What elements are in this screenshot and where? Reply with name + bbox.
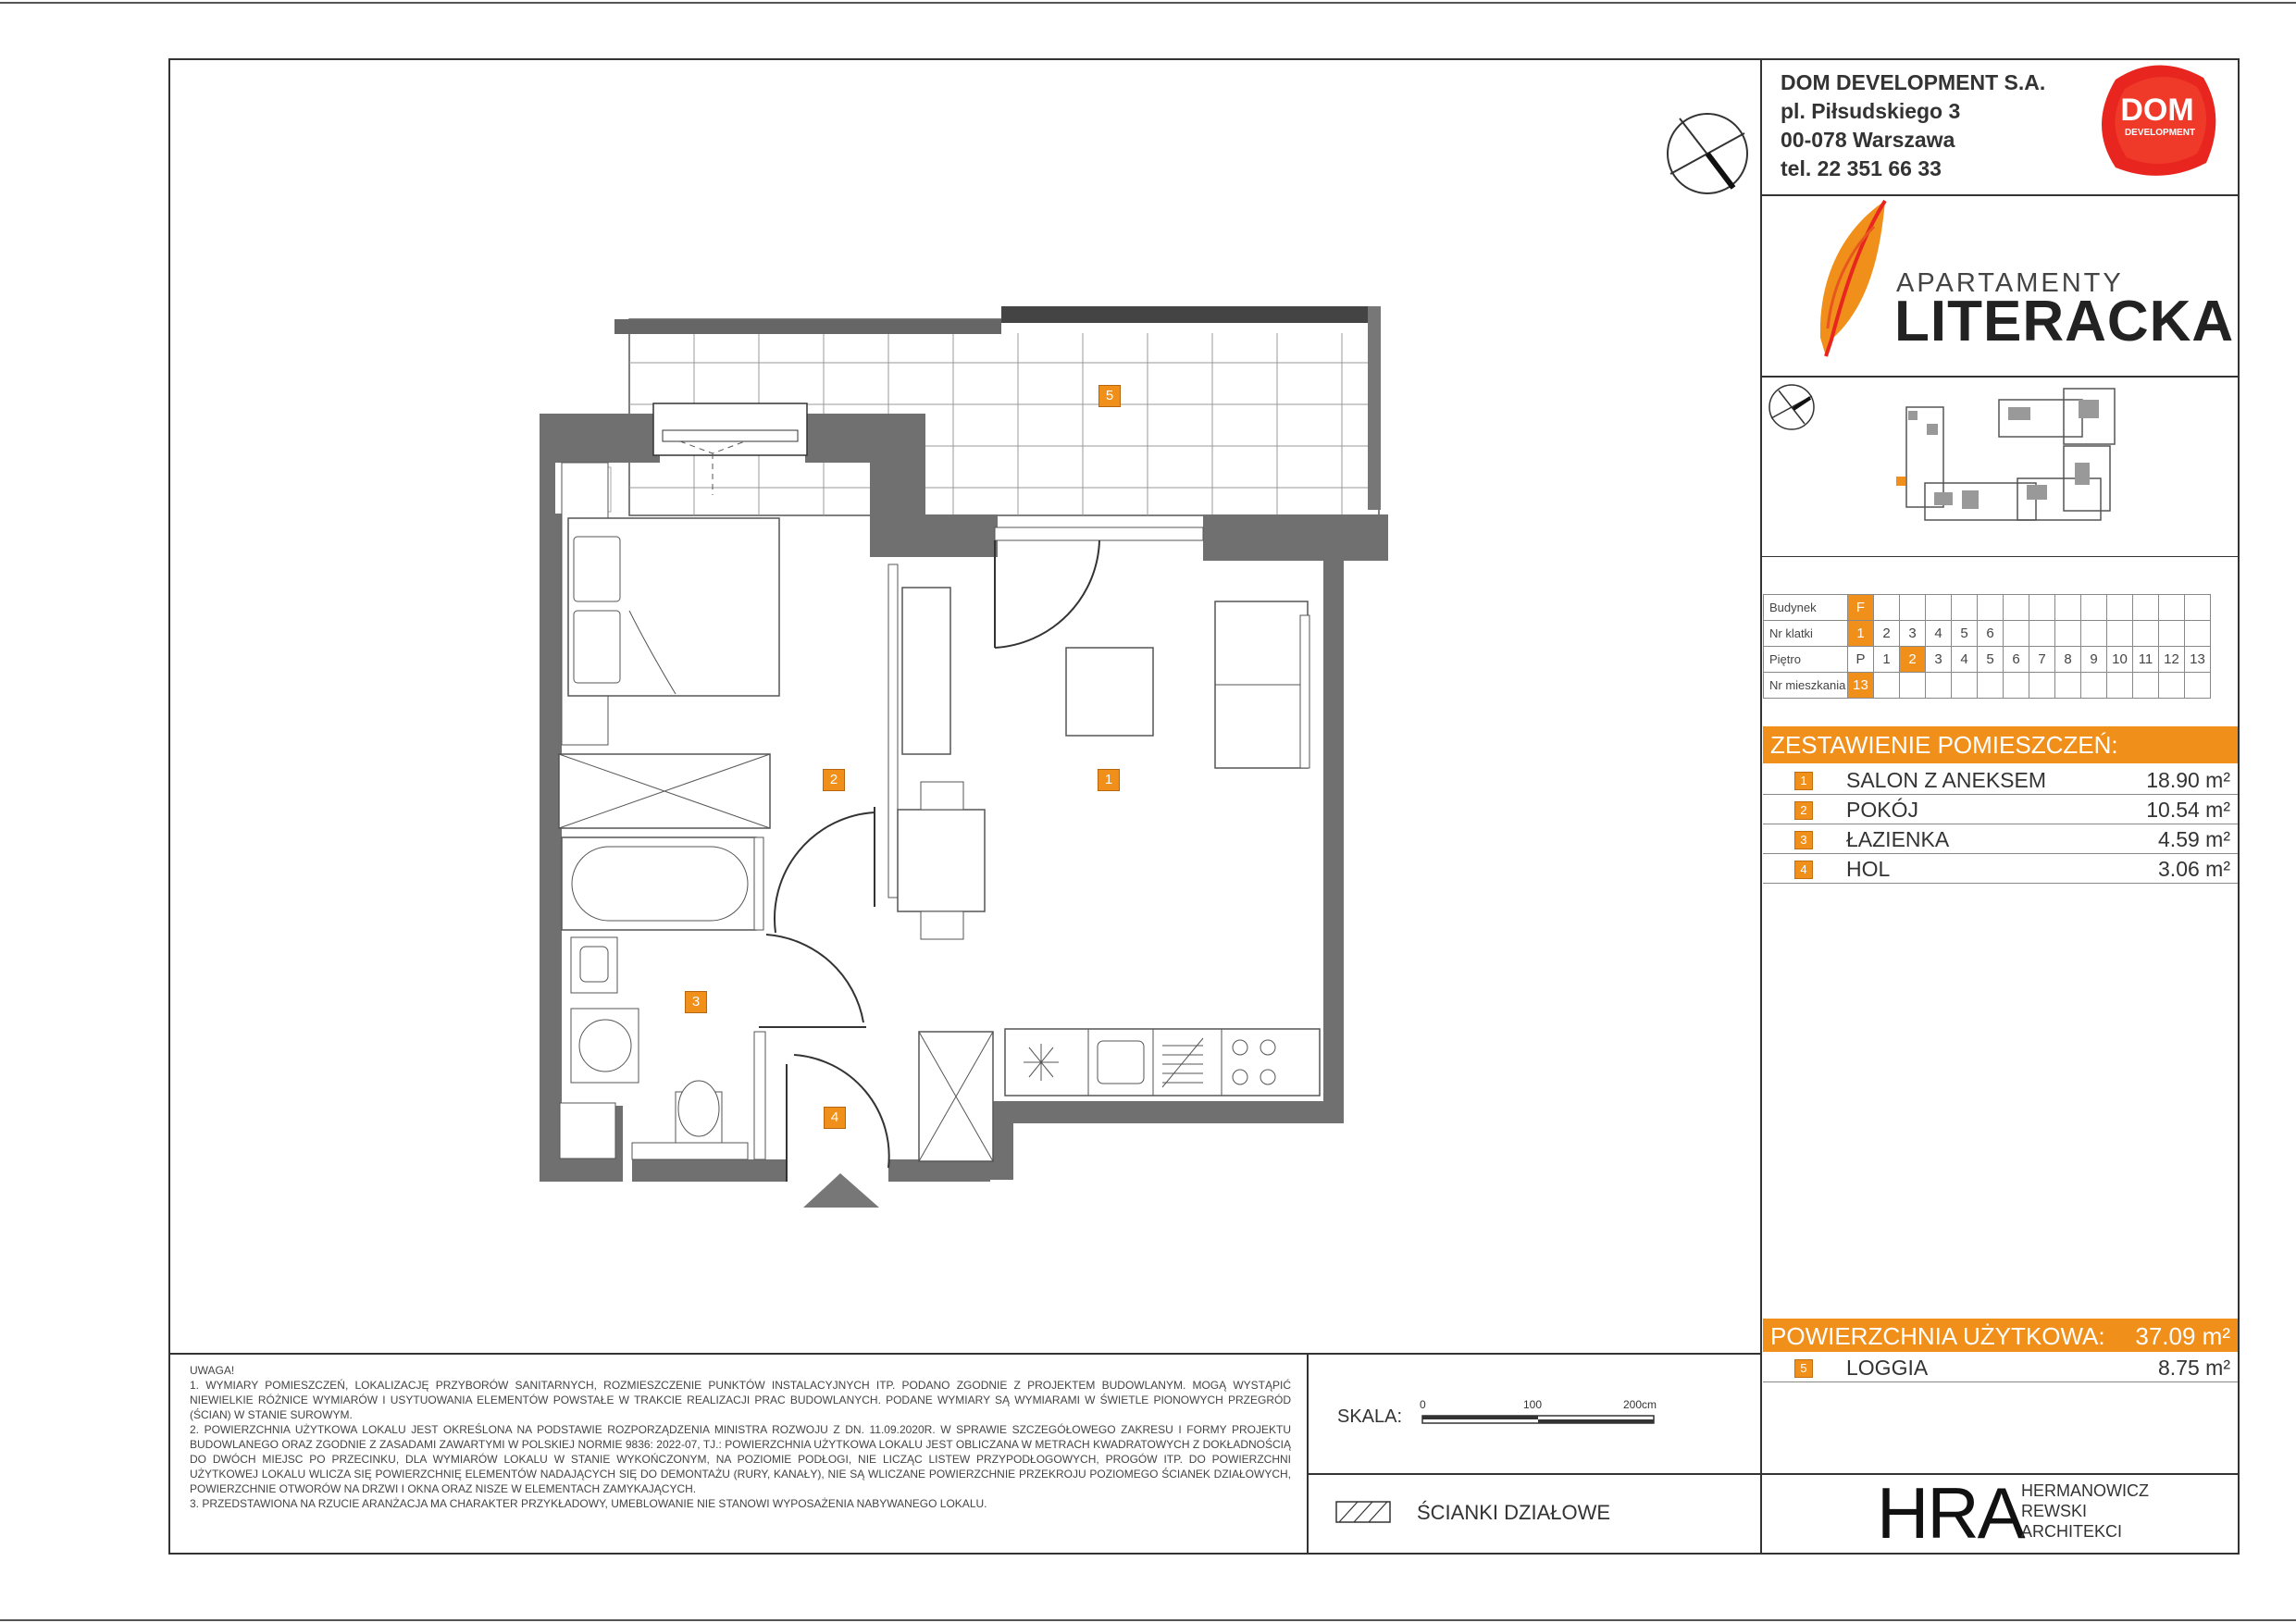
divider [1308, 1473, 2240, 1475]
room-row [1763, 766, 2238, 795]
location-cell [2133, 595, 2159, 621]
notes-title: UWAGA! [190, 1364, 235, 1377]
loggia-number: 5 [1794, 1359, 1813, 1378]
location-cell: P [1848, 647, 1874, 673]
room-number: 2 [1794, 801, 1813, 820]
divider [1761, 556, 2240, 557]
location-cell [2055, 621, 2081, 647]
location-cell: 6 [2004, 647, 2029, 673]
location-cell: 12 [2159, 647, 2185, 673]
company-info [1781, 68, 2045, 183]
usable-area-value: 37.09 m² [2135, 1322, 2230, 1350]
note-2: 2. POWIERZCHNIA UŻYTKOWA LOKALU JEST OKREŚLONA NA PODSTAWIE ROZPORZĄDZENIA MINISTRA ROZWOJU Z DN. 11.09.2020R. W SPRAWIE SZCZEGÓŁOWEGO ZAKRESU I FORMY PROJEKTU BUDOWLANEGO ORAZ ZGODNIE Z ZASADAMI ZAWARTYMI W POLSKIEJ NORMIE 9836: 2022-07, TJ.: POWIERZCHNIA UŻYTKOWA LOKALU JEST OBLICZANA W METRACH KWADRATOWYCH Z DOKŁADNOŚCIĄ DO DWÓCH MIEJSC PO PRZECINKU, DLA WYMIARÓW LOKALU W STANIE WYKOŃCZONYM, NA POZIOMIE PODŁOGI, NIE LICZĄC LISTEW PRZYPODŁOGOWYCH, PROGÓW ITP. DO POWIERZCHNI UŻYTKOWEJ LOKALU WLICZA SIĘ POWIERZCHNIĘ ELEMENTÓW NADAJĄCYCH SIĘ DO DEMONTAŻU (RURY, KANAŁY), NIE SĄ WLICZANE POWIERZCHNIE PRZEKROJU POZIOMEGO ŚCIANEK DZIAŁOWYCH, POWIERZCHNIE OTWORÓW NA DRZWI I OKNA ORAZ NISZE W ELEMENTACH ZAMYKAJĄCYCH. [190, 1423, 1291, 1495]
company-street: pl. Piłsudskiego 3 [1781, 99, 1961, 123]
location-cell [2055, 595, 2081, 621]
location-cell: 11 [2133, 647, 2159, 673]
architect-name [2021, 1481, 2149, 1542]
location-cell: 2 [1900, 647, 1926, 673]
compass-icon [1668, 114, 1747, 193]
location-cell [1874, 673, 1900, 699]
location-cell [2081, 621, 2107, 647]
brand-subtitle: APARTAMENTY [1896, 268, 2124, 298]
location-cell [2029, 621, 2055, 647]
location-cell [2055, 673, 2081, 699]
location-cell [2004, 621, 2029, 647]
room-row [1763, 855, 2238, 884]
note-1: 1. WYMIARY POMIESZCZEŃ, LOKALIZACJĘ PRZYBORÓW SANITARNYCH, ROZMIESZCZENIE PUNKTÓW INSTALACYJNYCH ITP. PODANO ZGODNIE Z PROJEKTEM BUDOWLANYM. MOGĄ WYSTĄPIĆ NIEWIELKIE RÓŻNICE WYMIARÓW I USYTUOWANIA ELEMENTÓW POWSTAŁE W TRAKCIE REALIZACJI PRAC BUDOWLANYCH. PODANE WYMIARY SĄ WYMIARAMI W ŚWIETLE PIONOWYCH PRZEGRÓD (ŚCIAN) W STANIE SUROWYM. [190, 1379, 1291, 1421]
scale-tick-200: 200cm [1623, 1398, 1657, 1411]
location-cell: 13 [2185, 647, 2211, 673]
location-row-label: Budynek [1764, 595, 1848, 621]
location-cell: 1 [1874, 647, 1900, 673]
scale-bar [1421, 1408, 1670, 1427]
location-cell [2159, 621, 2185, 647]
location-cell: 7 [2029, 647, 2055, 673]
location-row [1764, 595, 2211, 621]
plan-tag-bathroom: 3 [685, 991, 707, 1013]
location-table [1763, 594, 2211, 699]
svg-text:DOM: DOM [2120, 93, 2194, 128]
location-cell [1900, 673, 1926, 699]
room-number: 1 [1794, 772, 1813, 790]
location-row [1764, 673, 2211, 699]
side-panel-divider [1760, 58, 1762, 1555]
location-cell: 5 [1952, 621, 1978, 647]
brand-title: LITERACKA [1894, 290, 2235, 353]
scale-tick-0: 0 [1420, 1398, 1426, 1411]
scale-label: SKALA: [1337, 1406, 1403, 1427]
location-cell [1978, 673, 2004, 699]
location-cell: 8 [2055, 647, 2081, 673]
company-name: DOM DEVELOPMENT S.A. [1781, 70, 2046, 94]
location-cell [2004, 595, 2029, 621]
location-cell [1978, 595, 2004, 621]
location-cell [1952, 673, 1978, 699]
location-cell [2133, 673, 2159, 699]
plan-tag-living-room: 1 [1098, 769, 1120, 791]
partition-legend-swatch [1335, 1501, 1393, 1525]
compass-small-icon [1766, 381, 1821, 437]
location-cell [2004, 673, 2029, 699]
room-name: ŁAZIENKA [1846, 827, 1950, 851]
partition-legend-label: ŚCIANKI DZIAŁOWE [1417, 1501, 1611, 1524]
location-cell: 3 [1926, 647, 1952, 673]
location-cell [2107, 673, 2133, 699]
plan-tag-hall: 4 [824, 1107, 846, 1129]
divider [1761, 194, 2240, 196]
kitchen [919, 1029, 1320, 1161]
architect-line-2: REWSKI [2021, 1502, 2088, 1520]
loggia-area: 8.75 m² [2158, 1356, 2230, 1380]
location-cell [2185, 621, 2211, 647]
room-area: 10.54 m² [2146, 798, 2230, 822]
usable-area-label: POWIERZCHNIA UŻYTKOWA: [1770, 1322, 2105, 1350]
note-3: 3. PRZEDSTAWIONA NA RZUCIE ARANŻACJA MA CHARAKTER PRZYKŁADOWY, UMEBLOWANIE NIE STANOWI WYPOSAŻENIA NABYWANEGO LOKALU. [190, 1497, 987, 1510]
bottom-border-line [0, 1619, 2296, 1621]
room-name: SALON Z ANEKSEM [1846, 768, 2047, 792]
location-cell [2133, 621, 2159, 647]
bedroom [559, 463, 898, 898]
location-cell [1874, 595, 1900, 621]
plan-tag-loggia: 5 [1098, 385, 1121, 407]
room-number: 4 [1794, 861, 1813, 879]
location-cell: 2 [1874, 621, 1900, 647]
location-row [1764, 621, 2211, 647]
dom-development-logo [2088, 61, 2227, 181]
location-cell [2185, 673, 2211, 699]
location-cell: 3 [1900, 621, 1926, 647]
room-row [1763, 796, 2238, 824]
location-cell: F [1848, 595, 1874, 621]
location-cell [2107, 595, 2133, 621]
location-cell: 4 [1952, 647, 1978, 673]
location-cell [2159, 595, 2185, 621]
location-cell [2029, 595, 2055, 621]
loggia-name: LOGGIA [1846, 1356, 1929, 1380]
svg-text:DEVELOPMENT: DEVELOPMENT [2124, 128, 2196, 138]
feather-logo-icon [1809, 199, 1893, 365]
location-row-label: Nr mieszkania [1764, 673, 1848, 699]
location-cell [1926, 673, 1952, 699]
room-area: 3.06 m² [2158, 857, 2230, 881]
entrance-arrow-icon [803, 1173, 879, 1208]
location-cell: 1 [1848, 621, 1874, 647]
room-area: 4.59 m² [2158, 827, 2230, 851]
location-cell [2081, 673, 2107, 699]
location-row [1764, 647, 2211, 673]
location-cell [2159, 673, 2185, 699]
room-name: POKÓJ [1846, 798, 1918, 822]
divider [1307, 1354, 1309, 1555]
room-name: HOL [1846, 857, 1891, 881]
location-cell [2185, 595, 2211, 621]
location-cell [1926, 595, 1952, 621]
location-cell [1952, 595, 1978, 621]
notes-block [190, 1363, 1291, 1511]
location-cell [2029, 673, 2055, 699]
divider [168, 1353, 1762, 1355]
building-key-plan [1869, 381, 2147, 548]
location-cell: 4 [1926, 621, 1952, 647]
room-area: 18.90 m² [2146, 768, 2230, 792]
location-cell [2107, 621, 2133, 647]
usable-area-bar [1763, 1319, 2238, 1352]
location-cell: 9 [2081, 647, 2107, 673]
company-city: 00-078 Warszawa [1781, 128, 1955, 152]
location-cell: 13 [1848, 673, 1874, 699]
room-row [1763, 825, 2238, 854]
company-phone: tel. 22 351 66 33 [1781, 156, 1942, 180]
architect-abbr: HRA [1877, 1472, 2024, 1554]
rooms-header: ZESTAWIENIE POMIESZCZEŃ: [1763, 726, 2238, 763]
scale-tick-100: 100 [1523, 1398, 1543, 1411]
bathroom [560, 837, 765, 1159]
living-room [898, 588, 1309, 939]
location-row-label: Nr klatki [1764, 621, 1848, 647]
location-cell: 6 [1978, 621, 2004, 647]
divider [1761, 376, 2240, 378]
location-row-label: Piętro [1764, 647, 1848, 673]
architect-line-3: ARCHITEKCI [2021, 1522, 2123, 1541]
location-cell [2081, 595, 2107, 621]
location-cell: 10 [2107, 647, 2133, 673]
location-cell [1900, 595, 1926, 621]
architect-line-1: HERMANOWICZ [2021, 1481, 2149, 1500]
room-number: 3 [1794, 831, 1813, 849]
loggia-row [1763, 1354, 2238, 1382]
location-cell: 5 [1978, 647, 2004, 673]
plan-tag-bedroom: 2 [823, 769, 845, 791]
